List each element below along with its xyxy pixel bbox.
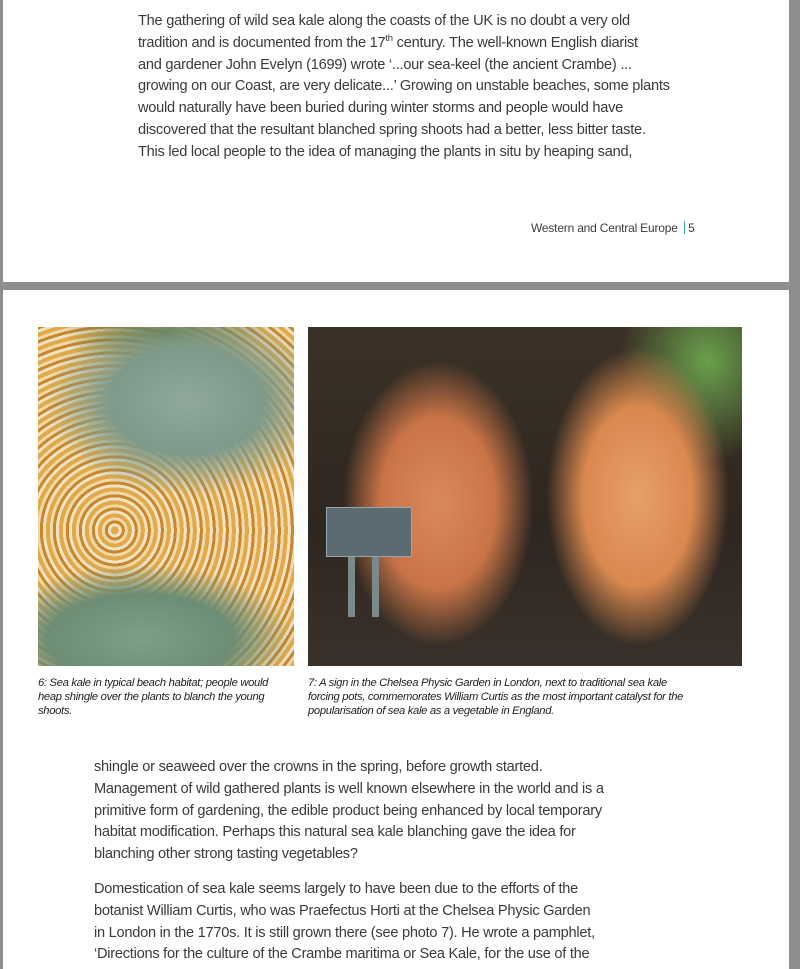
caption-line: forcing pots, commemorates William Curtis as the most important catalyst for the <box>308 691 684 704</box>
text-line: would naturally have been buried during winter storms and people would have <box>138 100 624 117</box>
caption-line: 6: Sea kale in typical beach habitat; people would <box>38 677 269 689</box>
text-fragment: tradition and is documented from the 17 <box>138 34 386 51</box>
text-line: The gathering of wild sea kale along the coasts of the UK is no doubt a very old <box>138 13 630 29</box>
footer-divider <box>684 221 686 234</box>
body-paragraph <box>94 757 604 866</box>
plant-sign <box>326 507 412 557</box>
footer-section: Western and Central Europe <box>531 221 678 235</box>
page-number: 5 <box>688 221 695 235</box>
caption-line: 7: A sign in the Chelsea Physic Garden in London, next to traditional sea kale <box>308 677 667 689</box>
text-line: ‘Directions for the culture of the Crambe maritima or Sea Kale, for the use of the <box>94 946 590 963</box>
text-line: Management of wild gathered plants is well known elsewhere in the world and is a <box>94 780 604 797</box>
figure-caption <box>38 676 268 719</box>
caption-line: heap shingle over the plants to blanch the young <box>38 691 265 704</box>
text-line <box>138 33 670 55</box>
sea-kale-beach-photo <box>38 327 294 666</box>
text-line: and gardener John Evelyn (1699) wrote ‘...our sea-keel (the ancient Crambe) ... <box>138 56 632 73</box>
text-line: shingle or seaweed over the crowns in the spring, before growth started. <box>94 759 543 775</box>
text-line: discovered that the resultant blanched spring shoots had a better, less bitter taste. <box>138 121 646 138</box>
caption-line: popularisation of sea kale as a vegetable in England. <box>308 705 554 718</box>
text-line: primitive form of gardening, the edible product being enhanced by local temporary <box>94 802 602 819</box>
text-line: growing on our Coast, are very delicate...’ Growing on unstable beaches, some plants <box>138 78 670 95</box>
superscript: th <box>385 32 393 44</box>
text-line: habitat modification. Perhaps this natural sea kale blanching gave the idea for <box>94 824 576 841</box>
sign-post <box>348 557 355 617</box>
figure-caption <box>308 676 683 719</box>
page-top <box>3 0 789 282</box>
text-line: blanching other strong tasting vegetables? <box>94 846 358 863</box>
text-fragment: century. The well-known English diarist <box>392 34 638 51</box>
forcing-pots-photo <box>308 327 742 666</box>
page-footer <box>531 221 695 235</box>
text-line: Domestication of sea kale seems largely to have been due to the efforts of the <box>94 881 579 897</box>
page-bottom <box>3 290 789 969</box>
sign-post <box>372 557 379 617</box>
body-paragraph <box>138 11 670 164</box>
caption-line: shoots. <box>38 705 72 718</box>
text-line: botanist William Curtis, who was Praefectus Horti at the Chelsea Physic Garden <box>94 902 591 919</box>
text-line: This led local people to the idea of managing the plants in situ by heaping sand, <box>138 143 633 160</box>
body-paragraph <box>94 879 595 966</box>
text-line: in London in the 1770s. It is still grown there (see photo 7). He wrote a pamphlet, <box>94 924 595 941</box>
